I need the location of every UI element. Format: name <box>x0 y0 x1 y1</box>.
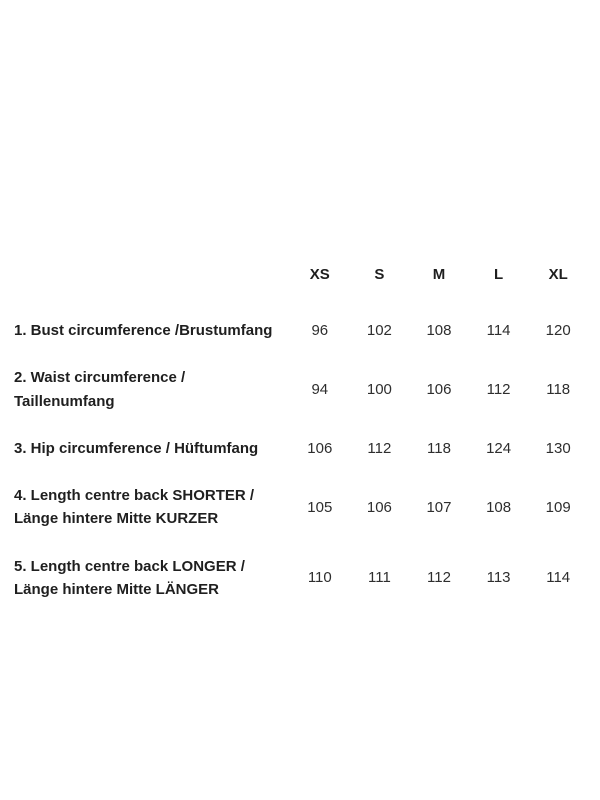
cell-waist-m: 106 <box>426 381 452 398</box>
column-header-s: S <box>374 266 385 283</box>
row-label-bust: 1. Bust circumference /Brustumfang <box>14 322 273 339</box>
column-header-m: M <box>432 266 446 283</box>
cell-length-shorter-xs: 105 <box>307 498 333 516</box>
row-label-waist: 2. Waist circumference / Taillenumfang <box>14 369 186 410</box>
cell-waist-l: 112 <box>486 381 511 398</box>
cell-bust-s: 102 <box>366 322 392 340</box>
cell-bust-l: 114 <box>486 322 511 340</box>
header-row <box>14 262 588 307</box>
header-corner-cell <box>14 262 290 307</box>
cell-bust-xl: 120 <box>545 322 571 340</box>
row-label-length-shorter: 4. Length centre back SHORTER / Länge hintere Mitte KURZER <box>14 487 255 528</box>
cell-hip-l: 124 <box>486 439 512 457</box>
row-label-length-longer: 5. Length centre back LONGER / Länge hintere Mitte LÄNGER <box>14 557 245 598</box>
table-row <box>14 425 588 472</box>
cell-waist-xl: 118 <box>546 381 571 398</box>
cell-length-shorter-xl: 109 <box>545 498 571 516</box>
cell-waist-s: 100 <box>366 381 392 398</box>
size-chart-table <box>14 262 588 613</box>
cell-length-shorter-s: 106 <box>366 498 392 516</box>
cell-bust-xs: 96 <box>311 322 329 340</box>
cell-hip-s: 112 <box>367 439 392 457</box>
cell-length-longer-xl: 114 <box>546 569 571 587</box>
cell-length-longer-m: 112 <box>427 569 451 587</box>
cell-length-shorter-l: 108 <box>486 498 512 516</box>
cell-waist-xs: 94 <box>311 381 329 398</box>
cell-length-longer-s: 111 <box>367 569 391 587</box>
cell-bust-m: 108 <box>426 322 452 340</box>
table-row <box>14 472 588 543</box>
column-header-xl: XL <box>548 266 568 283</box>
cell-hip-xs: 106 <box>307 439 333 457</box>
column-header-l: L <box>493 266 504 283</box>
cell-hip-m: 118 <box>427 439 451 457</box>
cell-length-shorter-m: 107 <box>426 498 452 516</box>
cell-length-longer-xs: 110 <box>307 569 332 587</box>
column-header-xs: XS <box>309 266 330 283</box>
table-row <box>14 307 588 354</box>
cell-length-longer-l: 113 <box>486 569 511 587</box>
table-row <box>14 354 588 425</box>
row-label-hip: 3. Hip circumference / Hüftumfang <box>14 439 259 457</box>
cell-hip-xl: 130 <box>545 439 571 457</box>
table-row <box>14 543 588 614</box>
